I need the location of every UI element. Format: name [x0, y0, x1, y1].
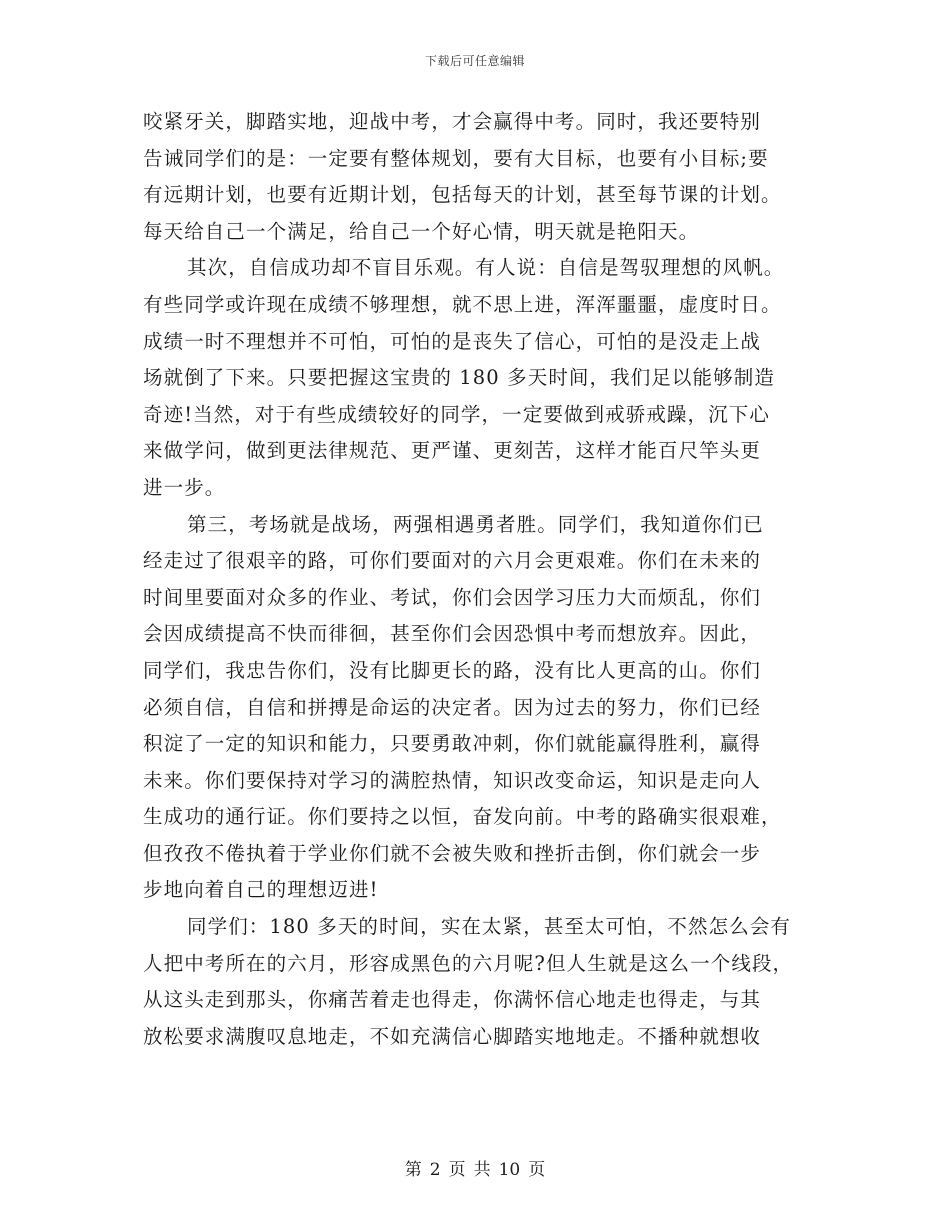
- page-label-mid: 页: [448, 1160, 466, 1180]
- page-footer: [0, 1155, 950, 1180]
- text-line: 有些同学或许现在成绩不够理想，就不思上进，浑浑噩噩，虚度时日。: [143, 292, 782, 316]
- paragraph: [143, 507, 823, 910]
- text-line: 但孜孜不倦执着于学业你们就不会被失败和挫折击倒，你们就会一步: [143, 841, 762, 865]
- paragraph: [143, 250, 823, 506]
- document-body: [143, 104, 823, 1055]
- total-page-count: 10: [498, 1160, 521, 1180]
- current-page-number: 2: [429, 1160, 441, 1180]
- text-line: 从这头走到那头，你痛苦着走也得走，你满怀信心地走也得走，与其: [143, 988, 762, 1012]
- page-header: 下载后可任意编辑: [424, 54, 525, 68]
- text-line: 场就倒了下来。只要把握这宝贵的 180 多天时间，我们足以能够制造: [143, 366, 775, 390]
- text-line: 进一步。: [143, 475, 226, 499]
- text-line: 积淀了一定的知识和能力，只要勇敢冲刺，你们就能赢得胜利，赢得: [143, 732, 762, 756]
- text-line: 未来。你们要保持对学习的满腔热情，知识改变命运，知识是走向人: [143, 768, 762, 792]
- text-line: 咬紧牙关，脚踏实地，迎战中考，才会赢得中考。同时，我还要特别: [143, 110, 762, 133]
- text-line: 告诫同学们的是：一定要有整体规划，要有大目标，也要有小目标;要: [143, 146, 769, 170]
- text-line: 生成功的通行证。你们要持之以恒，奋发向前。中考的路确实很艰难，: [143, 805, 782, 829]
- text-line: 奇迹!当然，对于有些成绩较好的同学，一定要做到戒骄戒躁，沉下心: [143, 402, 770, 426]
- text-line: 来做学问，做到更法律规范、更严谨、更刻苦，这样才能百尺竿头更: [143, 439, 762, 463]
- paragraph: [143, 909, 823, 1055]
- text-line: 有远期计划，也要有近期计划，包括每天的计划，甚至每节课的计划。: [143, 183, 782, 207]
- text-line: 时间里要面对众多的作业、考试，你们会因学习压力大而烦乱，你们: [143, 585, 762, 609]
- text-line: 其次，自信成功却不盲目乐观。有人说：自信是驾驭理想的风帆。: [187, 256, 785, 280]
- text-line: 步地向着自己的理想迈进!: [143, 878, 379, 902]
- text-line: 必须自信，自信和拼搏是命运的决定者。因为过去的努力，你们已经: [143, 695, 762, 719]
- text-line: 第三，考场就是战场，两强相遇勇者胜。同学们，我知道你们已: [187, 512, 764, 536]
- text-line: 人把中考所在的六月，形容成黑色的六月呢?但人生就是这么一个线段，: [143, 951, 794, 975]
- text-line: 同学们：180 多天的时间，实在太紧，甚至太可怕，不然怎么会有: [187, 915, 792, 939]
- total-label-prefix: 共: [473, 1160, 491, 1180]
- paragraph: [143, 104, 823, 250]
- text-line: 每天给自己一个满足，给自己一个好心情，明天就是艳阳天。: [143, 219, 700, 243]
- text-line: 成绩一时不理想并不可怕，可怕的是丧失了信心，可怕的是没走上战: [143, 329, 762, 353]
- text-line: 经走过了很艰辛的路，可你们要面对的六月会更艰难。你们在未来的: [143, 549, 762, 573]
- page-label-suffix: 页: [528, 1160, 546, 1180]
- text-line: 同学们，我忠告你们，没有比脚更长的路，没有比人更高的山。你们: [143, 658, 762, 682]
- page-label-prefix: 第: [404, 1160, 422, 1180]
- text-line: 会因成绩提高不快而徘徊，甚至你们会因恐惧中考而想放弃。因此，: [143, 622, 762, 646]
- text-line: 放松要求满腹叹息地走，不如充满信心脚踏实地地走。不播种就想收: [143, 1024, 762, 1048]
